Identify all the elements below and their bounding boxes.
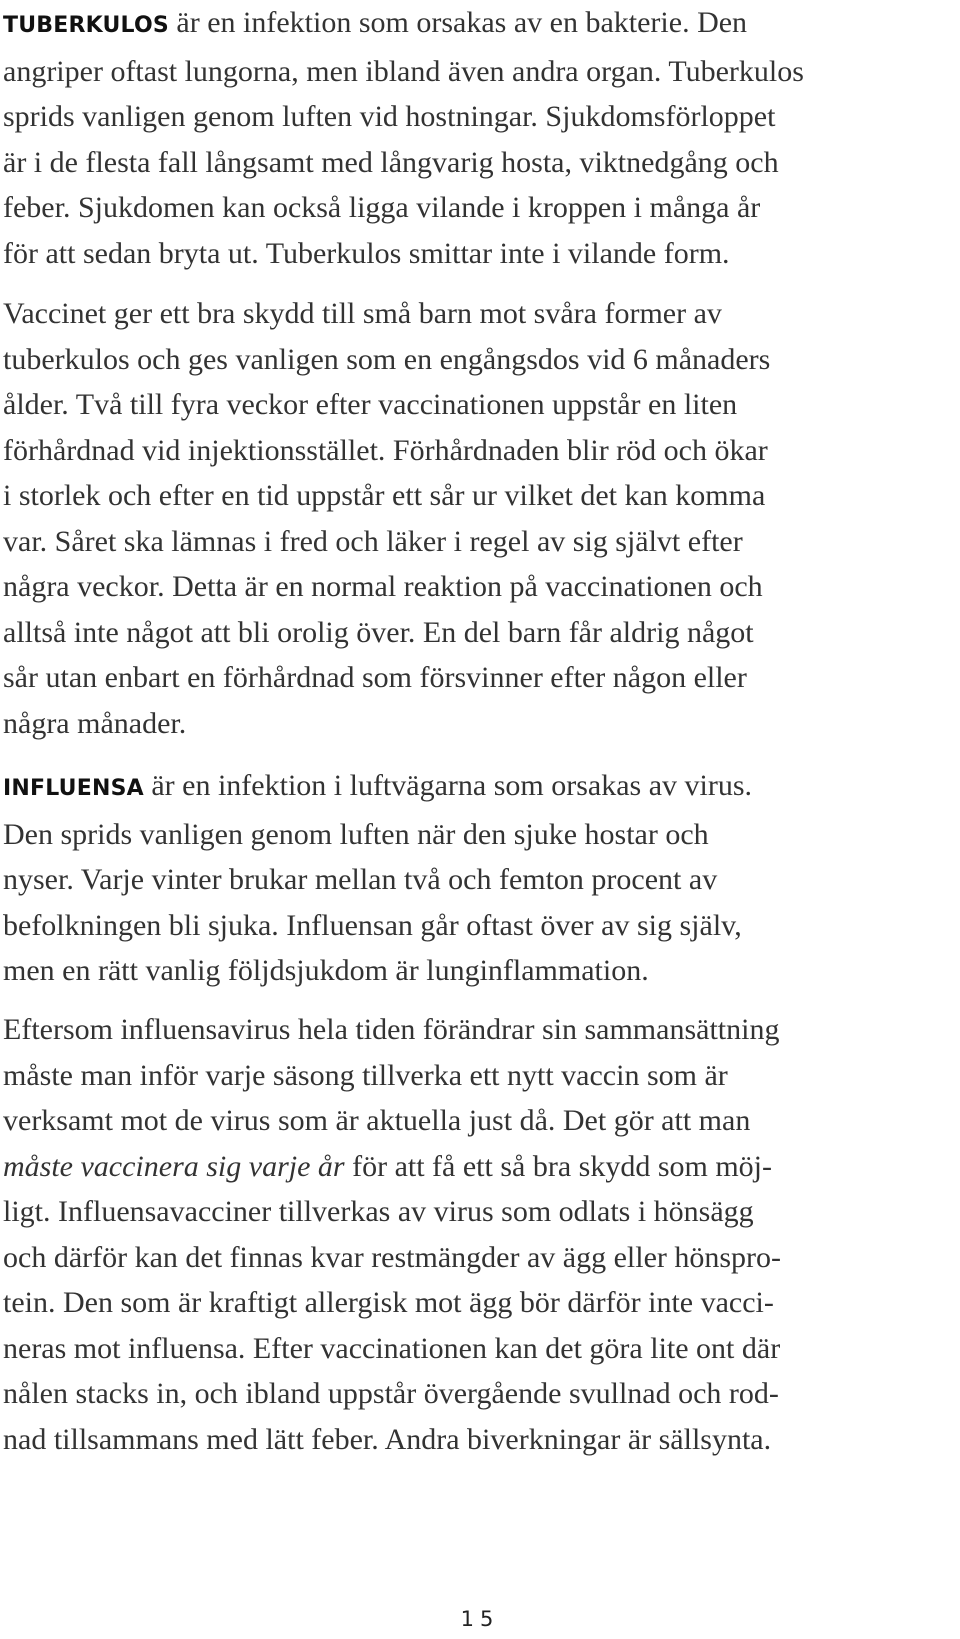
page-number: 15 [460,1607,500,1631]
text-line: för att sedan bryta ut. Tuberkulos smittar inte i vilande form. [3,236,730,270]
text-line: befolkningen bli sjuka. Influensan går oftast över av sig själv, [3,908,742,942]
text-run: är en infektion i luftvägarna som orsakas av virus. [143,769,753,802]
text-run: för att få ett så bra skydd som möj- [344,1149,772,1183]
text-line: sprids vanligen genom luften vid hostningar. Sjukdomsförloppet [3,100,776,133]
text-line: Den sprids vanligen genom luften när den sjuke hostar och [3,817,709,851]
text-line: nad tillsammans med lätt feber. Andra biverkningar är sällsynta. [3,1422,772,1456]
text-line: tuberkulos och ges vanligen som en engångsdos vid 6 månaders [3,342,771,376]
text-line [3,1144,958,1190]
paragraph-tuberkulos [3,0,958,276]
text-line [3,763,958,812]
text-line: neras mot influensa. Efter vaccinationen kan det göra lite ont där [3,1331,781,1365]
heading-influensa: INFLUENSA [3,776,144,801]
text-line: angriper oftast lungorna, men ibland även andra organ. Tuberkulos [3,54,804,88]
paragraph-influensa [3,763,958,994]
text-line: men en rätt vanlig följdsjukdom är lunginflammation. [3,954,649,987]
text-line: nålen stacks in, och ibland uppstår övergående svullnad och rod- [3,1377,779,1410]
text-line: ligt. Influensavacciner tillverkas av virus som odlats i hönsägg [3,1195,754,1228]
text-line: var. Såret ska lämnas i fred och läker i regel av sig självt efter [3,524,743,558]
text-line: är i de flesta fall långsamt med långvarig hosta, viktnedgång och [3,145,779,179]
heading-tuberkulos: TUBERKULOS [3,13,169,38]
text-line: förhårdnad vid injektionsstället. Förhårdnaden blir röd och ökar [3,433,768,467]
text-line: några månader. [3,706,187,740]
text-line: tein. Den som är kraftigt allergisk mot ägg bör därför inte vacci- [3,1286,774,1319]
text-line: Eftersom influensavirus hela tiden förändrar sin sammansättning [3,1013,780,1046]
emphasis-text: måste vaccinera sig varje år [3,1149,345,1183]
text-line: och därför kan det finnas kvar restmängder av ägg eller hönspro- [3,1240,782,1274]
text-line: några veckor. Detta är en normal reaktion på vaccinationen och [3,570,763,603]
text-line: alltså inte något att bli orolig över. En del barn får aldrig något [3,615,754,649]
text-line: feber. Sjukdomen kan också ligga vilande i kroppen i många år [3,191,761,224]
text-line: nyser. Varje vinter brukar mellan två och femton procent av [3,863,718,896]
text-line: verksamt mot de virus som är aktuella just då. Det gör att man [3,1104,751,1137]
text-line [3,0,958,49]
text-line: i storlek och efter en tid uppstår ett sår ur vilket det kan komma [3,479,766,512]
paragraph-tuberkulos-vaccine [3,291,958,746]
text-line: ålder. Två till fyra veckor efter vaccinationen uppstår en liten [3,388,738,421]
text-run: är en infektion som orsakas av en bakterie. Den [168,6,748,39]
text-line: Vaccinet ger ett bra skydd till små barn mot svåra former av [3,297,722,330]
paragraph-influensa-vaccine [3,1007,958,1462]
text-line: måste man inför varje säsong tillverka ett nytt vaccin som är [3,1058,728,1092]
text-line: sår utan enbart en förhårdnad som försvinner efter någon eller [3,661,747,694]
